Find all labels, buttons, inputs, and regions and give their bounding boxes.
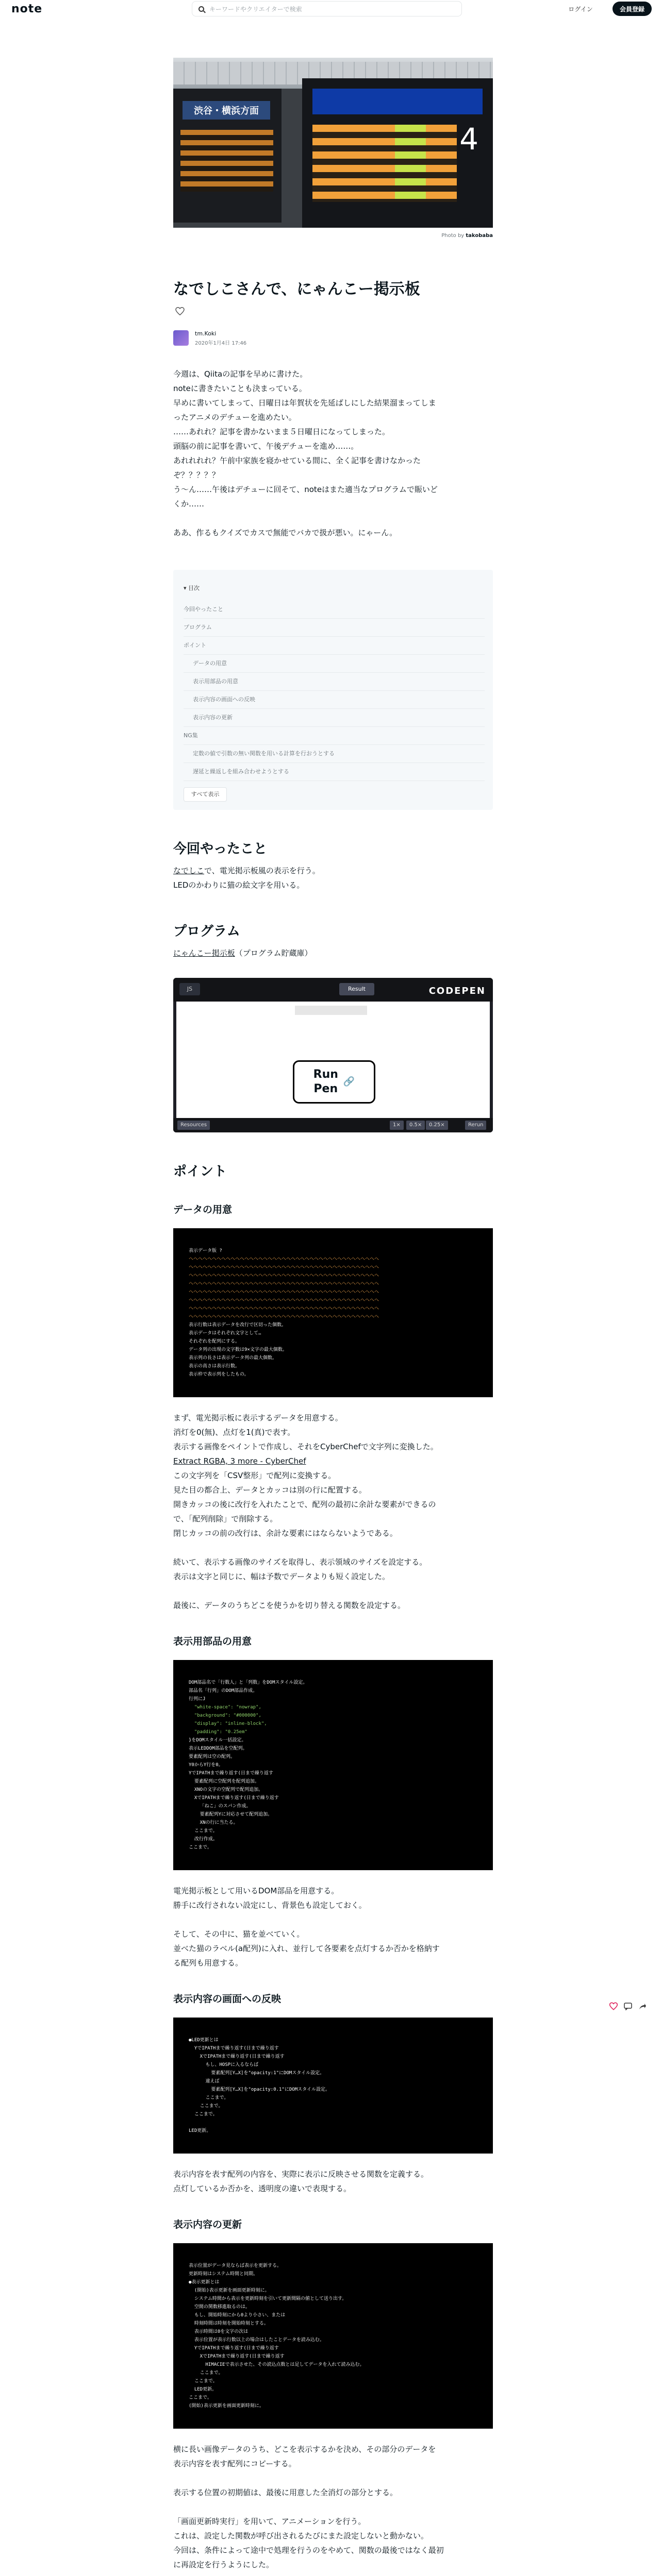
- comment-icon[interactable]: [624, 2002, 632, 2010]
- code-line: 表示LEDDOM部品を空配列。: [189, 1746, 247, 1751]
- code-line: XでIPATHまで繰り返す(日まで繰り返す: [189, 2354, 285, 2359]
- post-date: 2020年1月4日 17:46: [195, 340, 247, 346]
- code-line: YでIPATHまで繰り返す(日まで繰り返す: [189, 2346, 279, 2351]
- code-line: 要素配列は空の配列。: [189, 1754, 236, 1759]
- code-line: ここまで。: [189, 2395, 212, 2400]
- paragraph: [173, 946, 493, 960]
- code-line: Y0からY行を0。: [189, 1762, 223, 1768]
- nadesiko-link[interactable]: なでしこ: [173, 866, 205, 875]
- paragraph: う〜ん……午後はデチューに回そて、noteはまた適当なプログラムで賑いど: [173, 485, 438, 494]
- code-line: 表示データはそれぞれ文字として…: [189, 1331, 261, 1336]
- codepen-toolbar: [173, 978, 493, 1002]
- signup-button[interactable]: 会員登録: [613, 2, 652, 16]
- paragraph: 今週は、Qiitaの記事を早めに書けた。: [173, 369, 308, 379]
- paragraph: noteに書きたいことも決まっている。: [173, 384, 307, 393]
- like-icon[interactable]: [609, 2002, 618, 2010]
- code-line: ここまで。: [189, 2370, 223, 2376]
- code-block-update: [173, 2243, 493, 2429]
- paragraph: 表示は文字と同じに、幅は予数でデータよりも短く設定した。: [173, 1572, 390, 1581]
- toc-item[interactable]: プログラム: [184, 619, 485, 637]
- code-line: 表示行数は表示データを改行で区切った個数。: [189, 1323, 287, 1328]
- paragraph: 勝手に改行されない設定にし、背景色も設定しておく。: [173, 1901, 367, 1910]
- code-line: へへへへへへへへへへへへへへへへへへへへへへへへへへへへへへへへへへへへへへへへへ: [189, 1281, 379, 1286]
- line-sign: [312, 89, 483, 114]
- departure-board-right: [302, 78, 493, 228]
- paragraph: 頭脳の前に記事を書いて、午後デチューを進め……。: [173, 442, 359, 451]
- resources-button[interactable]: Resources: [177, 1121, 210, 1130]
- code-line: HIMACIEで表示させた、その読込点数とは足してデータを入れて読み込む。: [189, 2362, 365, 2367]
- pen-label: Pen: [313, 1082, 338, 1095]
- article-column: [173, 58, 493, 2576]
- run-label: Run: [313, 1068, 338, 1081]
- credit-prefix: Photo by: [441, 233, 465, 239]
- code-line: ここまで。: [189, 2104, 223, 2109]
- code-line: 要素配列に空配列を配列追加。: [189, 1779, 259, 1784]
- paragraph: 最後に、データのうちどこを使うかを切り替える関数を設定する。: [173, 1601, 406, 1610]
- paragraph: これは、設定した関数が呼び出されるたびにまた設定しないと動かない。: [173, 2531, 429, 2540]
- paragraph: あれれれれ？午前中家族を寝かせている間に、全く記事を書けなかった: [173, 456, 421, 465]
- search-input[interactable]: [192, 1, 462, 16]
- section-heading: プログラム: [173, 924, 240, 939]
- subsection-heading: 表示内容の画面への反映: [173, 1993, 282, 2005]
- code-line: ここまで。: [189, 2095, 229, 2100]
- code-line: 行列にJ: [189, 1697, 206, 1702]
- code-line: 改行作成。: [189, 1837, 218, 1842]
- code-line: XでIPATHまで繰り返す(日まで繰り返す: [189, 2054, 285, 2059]
- code-line: へへへへへへへへへへへへへへへへへへへへへへへへへへへへへへへへへへへへへへへへへ: [189, 1298, 379, 1303]
- paragraph: 開きカッコの後に改行を入れたことで、配列の最初に余計な要素ができるの: [173, 1500, 436, 1509]
- toc-item[interactable]: 遅延と繰返しを組み合わせようとする: [184, 763, 485, 781]
- code-line: 表示の高さは表示行数。: [189, 1364, 240, 1369]
- paragraph: 点灯しているか否かを、透明度の違いで表現する。: [173, 2184, 352, 2193]
- author-name[interactable]: tm.Koki: [195, 330, 217, 337]
- paragraph: LEDのかわりに猫の絵文字を用いる。: [173, 880, 305, 890]
- floating-actions: [609, 2002, 647, 2010]
- code-line: YでIPATHまで繰り返す(日まで繰り返す: [189, 2046, 279, 2051]
- paragraph: ったアニメのデチューを進めたい。: [173, 413, 296, 422]
- code-line: システム時間から表示を更新時刻を引いて更新間隔の値として送り出す。: [189, 2296, 347, 2301]
- toc-header[interactable]: ▾ 目次: [184, 585, 200, 591]
- code-block-data: [173, 1228, 493, 1397]
- author-info[interactable]: [173, 327, 493, 349]
- toc-item[interactable]: 表示内容の更新: [184, 709, 485, 727]
- code-line: もし、開始時刻にから0より小さい、または: [189, 2313, 286, 2318]
- paragraph: [173, 863, 493, 878]
- paragraph: 早めに書いてしまって、日曜日は年賀状を先延ばしにした結果溜まってしま: [173, 398, 436, 408]
- preview-bar: [295, 1006, 367, 1015]
- paragraph: 続いて、表示する画像のサイズを取得し、表示領域のサイズを設定する。: [173, 1557, 427, 1567]
- code-line: (開始)表示更新を画面更新時刻に。: [189, 2403, 264, 2409]
- paragraph: ああ、作るもクイズでカスで無能でバカで扱が悪い。にゃーん。: [173, 528, 398, 537]
- code-line: へへへへへへへへへへへへへへへへへへへへへへへへへへへへへへへへへへへへへへへへへ: [189, 1306, 379, 1311]
- track-number: 4: [459, 122, 478, 157]
- code-line: ここまで。: [189, 2379, 218, 2384]
- code-line: 表示位置がデータ見ならば表示を更新する。: [189, 2263, 282, 2268]
- code-line: LED更新。: [189, 2387, 217, 2392]
- paragraph: ぞ？？？？？: [173, 470, 220, 480]
- codepen-logo[interactable]: CODEPEN: [428, 986, 486, 996]
- code-line: XNの行に当たる。: [189, 1820, 238, 1825]
- code-line: YでIPATHまで繰り返す(日まで繰り返す: [189, 1771, 273, 1776]
- paragraph: で、「配列削除」で削除する。: [173, 1514, 278, 1523]
- link-icon: 🔗: [343, 1076, 355, 1087]
- code-line: LED更新。: [189, 2128, 211, 2133]
- code-line: へへへへへへへへへへへへへへへへへへへへへへへへへへへへへへへへへへへへへへへへへ: [189, 1314, 379, 1319]
- section-heading: 今回やったこと: [173, 841, 268, 857]
- search-placeholder: キーワードやクリエイターで検索: [209, 5, 302, 13]
- code-line: ここまで。: [189, 2112, 218, 2117]
- led-rows: [180, 130, 273, 192]
- toc-show-all-button[interactable]: すべて表示: [184, 787, 227, 802]
- code-line: へへへへへへへへへへへへへへへへへへへへへへへへへへへへへへへへへへへへへへへへへ: [189, 1290, 379, 1295]
- paragraph: 表示内容を表す配列の内容を、実際に表示に反映させる関数を定義する。: [173, 2170, 429, 2179]
- code-line: "background": "#000000",: [189, 1713, 261, 1718]
- zoom-quarter-button[interactable]: 0.25×: [426, 1121, 448, 1130]
- text: （プログラム貯蔵庫）: [235, 948, 312, 958]
- paragraph: ……あれれ？記事を書かないまま５日曜日になってしまった。: [173, 427, 390, 436]
- toc-item[interactable]: 表示用部品の用意: [184, 673, 485, 691]
- code-block-parts: [173, 1660, 493, 1870]
- code-line: }をDOMスタイル一括設定。: [189, 1738, 246, 1743]
- login-button[interactable]: ログイン: [568, 5, 593, 13]
- code-line: 部品名「行列」のDOM部品作成。: [189, 1688, 258, 1693]
- toc-item[interactable]: データの用意: [184, 655, 485, 673]
- paragraph: 今回は、条件によって途中で処理を行うのをやめて、関数の最後ではなく最初: [173, 2546, 444, 2555]
- paragraph: 「画面更新時実行」を用いて、アニメーションを行う。: [173, 2517, 366, 2526]
- code-line: 「ねこ」のスパン作成。: [189, 1804, 251, 1809]
- code-line: 空間の関数移進取るのは。: [189, 2304, 250, 2310]
- cyberchef-link[interactable]: Extract RGBA, 3 more - CyberChef: [173, 1456, 306, 1466]
- departure-board-left: [173, 89, 282, 223]
- code-line: 時刻時間は時刻を開始時刻とする。: [189, 2321, 269, 2326]
- paragraph: 表示する位置の初期値は、最後に用意した全消灯の部分とする。: [173, 2488, 398, 2497]
- code-line: ●LED更新とは: [189, 2038, 219, 2043]
- code-line: "display": "inline-block",: [189, 1721, 267, 1726]
- toc-item[interactable]: 今回やったこと: [184, 601, 485, 619]
- code-line: ここまで。: [189, 1845, 212, 1850]
- top-bar: [0, 0, 662, 18]
- code-line: 要素配列[Y…X]を"opacity:1"にDOMスタイル設定。: [189, 2071, 325, 2076]
- paragraph: まず、電光掲示板に表示するデータを用意する。: [173, 1413, 343, 1422]
- table-of-contents: [173, 570, 493, 810]
- code-line: 表示時間は0を文字の次は: [189, 2329, 249, 2334]
- code-line: XでIPATHまで繰り返す(日まで繰り返す: [189, 1795, 279, 1801]
- code-line: それぞれを配列にする。: [189, 1339, 240, 1344]
- code-block-reflect: [173, 2018, 493, 2154]
- code-line: 表示データ版 ?: [189, 1248, 222, 1253]
- section-heading: ポイント: [173, 1164, 227, 1179]
- code-line: (開始)表示更新を画面更新時刻に。: [189, 2288, 270, 2293]
- avatar[interactable]: [173, 330, 189, 346]
- paragraph: 見た目の都合上、データとカッコは別の行に配置する。: [173, 1485, 367, 1495]
- rerun-button[interactable]: Rerun: [465, 1121, 486, 1130]
- paragraph: に再設定を行うようにした。: [173, 2560, 274, 2569]
- code-line: ここまで。: [189, 1828, 218, 1834]
- zoom-1x-button[interactable]: 1×: [390, 1121, 404, 1130]
- code-line: へへへへへへへへへへへへへへへへへへへへへへへへへへへへへへへへへへへへへへへへへ: [189, 1273, 379, 1278]
- subsection-heading: 表示用部品の用意: [173, 1636, 252, 1647]
- note-logo[interactable]: note: [11, 3, 43, 15]
- paragraph: くか……: [173, 499, 205, 509]
- code-line: 要素配列Yに対応させて配列追加。: [189, 1812, 273, 1817]
- code-line: 要素配列[Y…X]を"opacity:0.1"にDOMスタイル設定。: [189, 2087, 330, 2092]
- paragraph: 並べた猫のラベル(a配列)に入れ、並行して各要素を点灯するか否かを格納す: [173, 1944, 440, 1953]
- text: で、電光掲示板風の表示を行う。: [204, 866, 320, 875]
- subsection-heading: 表示内容の更新: [173, 2219, 242, 2230]
- result-tab[interactable]: Result: [339, 983, 374, 995]
- zoom-half-button[interactable]: 0.5×: [406, 1121, 425, 1130]
- paragraph: 閉じカッコの前の改行は、余計な要素にはならないようである。: [173, 1529, 398, 1538]
- station-sign: 渋谷・横浜方面: [183, 101, 270, 120]
- toc-item[interactable]: ポイント: [184, 637, 485, 655]
- codepen-footer: [173, 1118, 493, 1132]
- credit-name[interactable]: takobaba: [466, 233, 493, 239]
- code-line: 表示枠で表示列をしたもの。: [189, 1372, 249, 1377]
- code-line: へへへへへへへへへへへへへへへへへへへへへへへへへへへへへへへへへへへへへへへへへ: [189, 1265, 379, 1270]
- subsection-heading: データの用意: [173, 1204, 233, 1215]
- code-line: 更新時刻はシステム時間と同期。: [189, 2272, 258, 2277]
- toc-item[interactable]: NG集: [184, 727, 485, 745]
- led-display: [312, 125, 457, 202]
- code-line: "white-space": "nowrap",: [189, 1705, 261, 1710]
- paragraph: 横に長い画像データのうち、どこを表示するかを決め、その部分のデータを: [173, 2445, 436, 2454]
- paragraph: そして、その中に、猫を並べていく。: [173, 1929, 305, 1939]
- share-icon[interactable]: [638, 2002, 647, 2010]
- paragraph: る配列も用意する。: [173, 1958, 243, 1968]
- paragraph: 表示する画像をペイントで作成し、それをCyberChefで文字列に変換した。: [173, 1442, 438, 1451]
- code-line: ●表示更新とは: [189, 2280, 220, 2285]
- article-title: なでしこさんで、にゃんこー掲示板: [173, 280, 420, 298]
- code-line: "padding": "0.25em": [189, 1730, 247, 1735]
- code-line: XNOの文字の空配列で配列追加。: [189, 1787, 263, 1792]
- code-line: 表示位置が表示行数以上の場合はしたことデータを読み込む。: [189, 2337, 324, 2343]
- like-icon[interactable]: [175, 307, 185, 315]
- code-line: DOM部品名で「行数人」と「列数」をDOMスタイル設定。: [189, 1680, 308, 1685]
- paragraph: 電光掲示板として用いるDOM部品を用意する。: [173, 1886, 339, 1895]
- js-tab[interactable]: JS: [179, 983, 200, 995]
- photo-credit: [173, 233, 493, 243]
- article-body: [173, 367, 493, 2576]
- result-canvas: [176, 1002, 490, 1118]
- code-line: 表示列の長さは表示データ列の最大個数。: [189, 1355, 277, 1361]
- code-line: 違えば: [189, 2079, 220, 2084]
- run-pen-button[interactable]: [293, 1060, 375, 1104]
- code-line: データ列の出現の文字数は9×文字の最大個数。: [189, 1347, 287, 1352]
- search-icon: [198, 6, 204, 12]
- paragraph: この文字列を「CSV整形」で配列に変換する。: [173, 1471, 336, 1480]
- code-line: もし、HOSPに入るならば: [189, 2062, 259, 2067]
- hero-image: [173, 58, 493, 228]
- paragraph: 消灯を0(無)、点灯を1(真)で表す。: [173, 1428, 295, 1437]
- toc-item[interactable]: 表示内容の画面への反映: [184, 691, 485, 709]
- codepen-embed: [173, 978, 493, 1132]
- toc-item[interactable]: 定数の値で引数の無い関数を用いる計算を行おうとする: [184, 745, 485, 763]
- code-line: へへへへへへへへへへへへへへへへへへへへへへへへへへへへへへへへへへへへへへへへへ: [189, 1257, 379, 1262]
- program-link[interactable]: にゃんこー掲示板: [173, 948, 235, 958]
- paragraph: 表示内容を表す配列にコピーする。: [173, 2459, 296, 2468]
